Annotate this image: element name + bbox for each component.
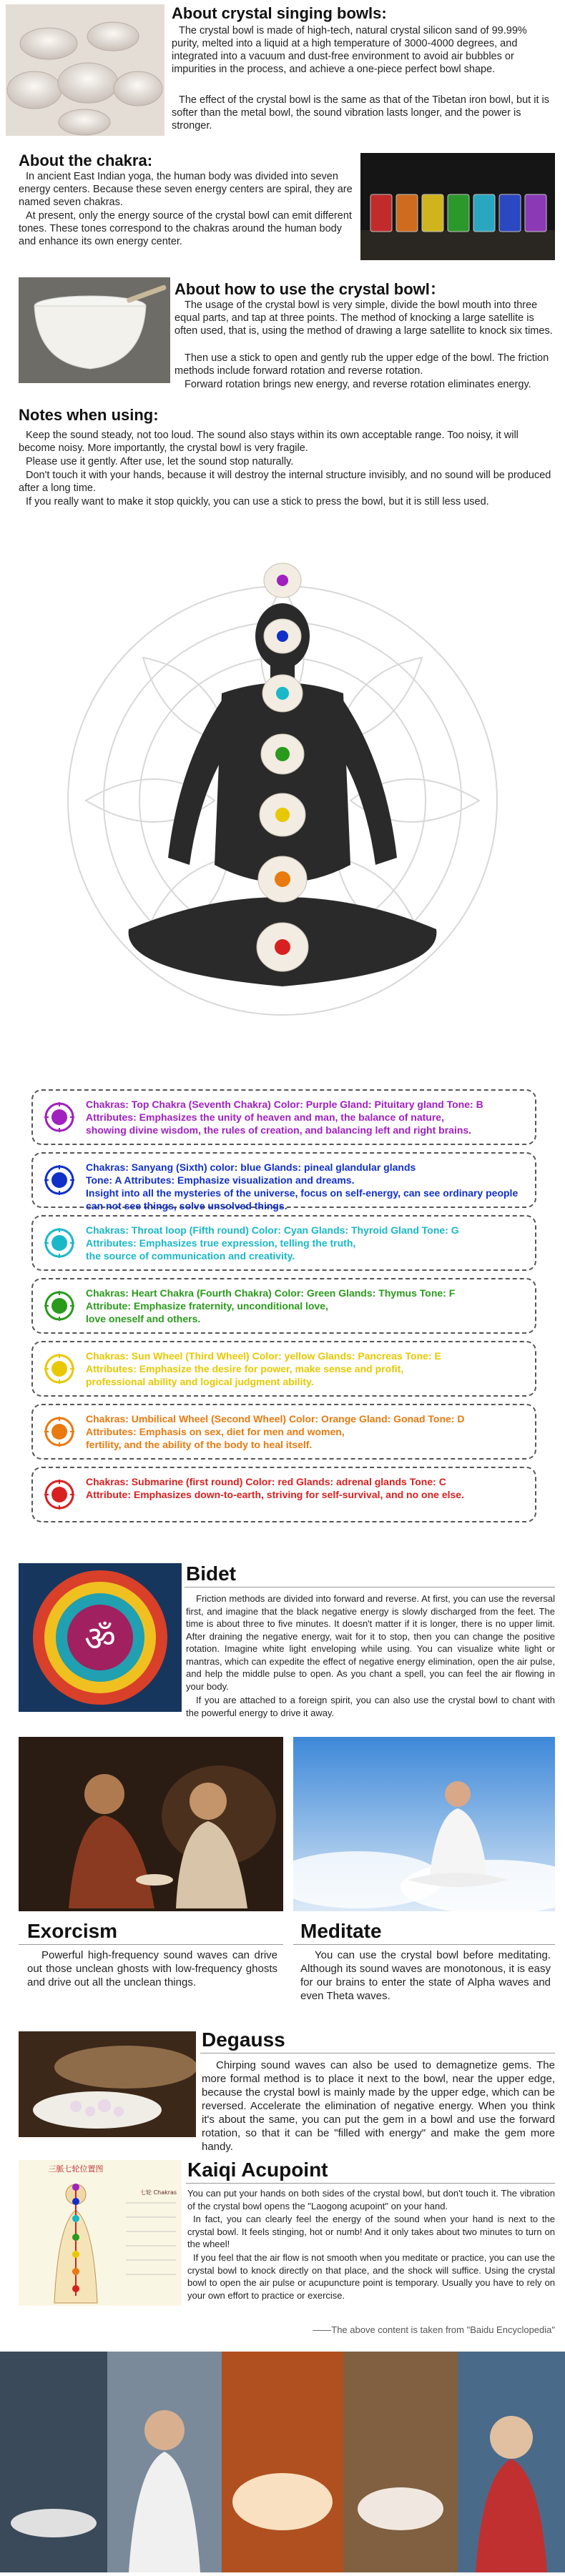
heart-chakra-icon: [44, 1291, 74, 1321]
chakra-item: [31, 1341, 536, 1397]
intro-title: About crystal singing bowls:: [172, 4, 387, 22]
bowl-with-stick-photo: [19, 277, 170, 383]
bidet-paragraph-2: If you are attached to a foreign spirit, you can also use the crystal bowl to chant with the powerful energy to drive it away.: [186, 1695, 555, 1718]
solar-plexus-chakra-icon: [44, 1354, 74, 1384]
chakra-line2: Attribute: Emphasizes down-to-earth, striving for self-survival, and no one else.: [86, 1489, 464, 1500]
chakra-line1: Chakras: Umbilical Wheel (Second Wheel) Color: Orange Gland: Gonad Tone: D: [86, 1413, 465, 1425]
crystal-bowls-photo: [6, 4, 164, 136]
kaiqi-divider: [186, 2183, 555, 2184]
meditate-paragraph: You can use the crystal bowl before meditating. Although its sound waves are monotonous, it is easy for our brains to enter the state of Alpha waves and even Theta waves.: [300, 1949, 551, 2002]
meditate-photo: [293, 1737, 555, 1911]
kaiqi-paragraph-2: In fact, you can clearly feel the energy of the sound when your hand is next to the crystal bowl. It feels stinging, hot or numb! And it only takes about two minutes to turn on the wheel!: [187, 2214, 555, 2249]
chakra-line1: Chakras: Sun Wheel (Third Wheel) Color: yellow Glands: Pancreas Tone: E: [86, 1350, 441, 1362]
degauss-paragraph: Chirping sound waves can also be used to demagnetize gems. The more formal method is to place it next to the bowl, near the upper edge, because the crystal bowl is mainly made by the upper edge, which can be reversed. Accelerate the elimination of negative energy. When you think it's about the same, you can put the gem in a bowl and use the forward rotation, so that it can be "filled with energy" and make the gem more handy.: [202, 2059, 555, 2153]
notes-paragraph-3: Don't touch it with your hands, because it will destroy the internal structure invisibly, and no sound will be produced after a long time.: [19, 470, 551, 494]
chakra-line1: Chakras: Top Chakra (Seventh Chakra) Color: Purple Gland: Pituitary gland Tone: B: [86, 1099, 483, 1110]
sacral-chakra-icon: [44, 1417, 74, 1447]
exorcism-paragraph: Powerful high-frequency sound waves can drive out those unclean ghosts with low-frequency ghosts and drive out all the unclean things.: [27, 1949, 277, 1988]
kaiqi-paragraph-1: You can put your hands on both sides of the crystal bowl, but don't touch it. The vibration of the crystal bowl opens the "Laogong acupoint" on your hand.: [187, 2188, 555, 2211]
chakra-line2: Attribute: Emphasize fraternity, unconditional love,: [86, 1300, 328, 1312]
intro-paragraph-2: The effect of the crystal bowl is the same as that of the Tibetan iron bowl, but it is softer than the metal bowl, the sound vibration lasts longer, and the power is stronger.: [172, 94, 549, 132]
chakra-line2: Tone: A Attributes: Emphasize visualization and dreams.: [86, 1174, 355, 1186]
chakra-diagram-image: [19, 2160, 182, 2306]
chakra-item: [31, 1278, 536, 1334]
notes-paragraph-1: Keep the sound steady, not too loud. The sound also stays within its own acceptable range. Too noisy, it will become noisy. More importantly, the crystal bowl is very fragile.: [19, 430, 519, 454]
exorcism-divider: [19, 1944, 283, 1945]
chakra-line1: Chakras: Sanyang (Sixth) color: blue Glands: pineal glandular glands: [86, 1161, 416, 1173]
chakra-item: [31, 1152, 536, 1212]
bottom-photo-strip: [0, 2352, 565, 2572]
third-eye-chakra-icon: [44, 1165, 74, 1195]
source-credit: ——The above content is taken from "Baidu Encyclopedia": [313, 2324, 555, 2335]
chakra-line3: showing divine wisdom, the rules of creation, and balancing left and right brains.: [86, 1124, 472, 1136]
chakra-line3: Insight into all the mysteries of the universe, focus on self-energy, can see ordinary people can not see things, solve unsolved things.: [86, 1187, 519, 1212]
chakra-line3: love oneself and others.: [86, 1313, 201, 1324]
chakra-line3: the source of communication and creativity.: [86, 1250, 295, 1262]
kaiqi-paragraph-3: If you feel that the air flow is not smooth when you meditate or practice, you can use the crystal bowl to knock directly on that place, and the shock will suffice. Using the crystal bowl to open the air pulse or acupuncture point is temporary. Usually you have to rely on your own effort to practice or exercise.: [187, 2252, 555, 2301]
chakra-line3: fertility, and the ability of the body to heal itself.: [86, 1439, 313, 1450]
bidet-paragraph-1: Friction methods are divided into forward and reverse. At first, you can use the reversal first, and imagine that the black negative energy is slowly discharged from the feet. The time is about three to five minutes. It doesn't matter if it is longer, there is no upper limit. After draining the negative energy, wait for it to stop, then you can change the positive rotation. Imagine white light enveloping while using. You can visualize white light or mantras, which can expedite the effect of negative energy elimination, open the air pulse, and help the middle pulse to open. As you chant a spell, you can feel the air flowing in your body.: [186, 1593, 555, 1692]
chakra-meditation-illustration: [43, 529, 522, 1086]
chakra-paragraph-1: In ancient East Indian yoga, the human body was divided into seven energy centers. Because these seven energy centers are spiral, they are named seven chakras.: [19, 171, 353, 208]
chakra-item: [31, 1404, 536, 1460]
notes-paragraph-2: Please use it gently. After use, let the sound stop naturally.: [26, 456, 294, 467]
om-mandala-image: [19, 1563, 182, 1712]
meditate-title: Meditate: [300, 1920, 382, 1942]
chakra-paragraph-2: At present, only the energy source of the crystal bowl can emit different tones. These tones correspond to the chakras around the human body and enhance its own energy center.: [19, 210, 352, 247]
usage-title: About how to use the crystal bowl：: [175, 280, 446, 298]
throat-chakra-icon: [44, 1228, 74, 1258]
chakra-line2: Attributes: Emphasizes the unity of heaven and man, the balance of nature,: [86, 1111, 444, 1123]
meditate-divider: [293, 1944, 555, 1945]
usage-paragraph-2: Then use a stick to open and gently rub the upper edge of the bowl. The friction methods include forward rotation and reverse rotation.: [175, 352, 549, 377]
usage-paragraph-3: Forward rotation brings new energy, and reverse rotation eliminates energy.: [185, 379, 531, 390]
usage-paragraph-1: The usage of the crystal bowl is very simple, divide the bowl mouth into three equal parts, and tap at three points. The method of knocking a large satellite is often used, that is, using the method of drawing a large satellite to knock six times.: [175, 299, 553, 337]
chakra-line2: Attributes: Emphasis on sex, diet for men and women,: [86, 1426, 345, 1437]
chakra-line1: Chakras: Submarine (first round) Color: red Glands: adrenal glands Tone: C: [86, 1476, 446, 1487]
notes-paragraph-4: If you really want to make it stop quickly, you can use a stick to press the bowl, but it is still less used.: [26, 496, 489, 507]
chakra-item: [31, 1467, 536, 1522]
chakra-line2: Attributes: Emphasizes true expression, telling the truth,: [86, 1237, 356, 1249]
diagram-title-text: 三脈七轮位置图: [48, 2164, 104, 2174]
bidet-title: Bidet: [186, 1562, 236, 1585]
chakra-title: About the chakra:: [19, 152, 153, 169]
root-chakra-icon: [44, 1480, 74, 1510]
chakra-line3: professional ability and logical judgment ability.: [86, 1376, 314, 1387]
exorcism-photo: [19, 1737, 283, 1911]
kaiqi-title: Kaiqi Acupoint: [187, 2159, 328, 2181]
svg-text:ॐ: ॐ: [84, 1619, 116, 1659]
degauss-title: Degauss: [202, 2028, 285, 2051]
degauss-photo: [19, 2031, 196, 2137]
chakra-item: [31, 1089, 536, 1145]
chakra-line1: Chakras: Heart Chakra (Fourth Chakra) Color: Green Glands: Thymus Tone: F: [86, 1287, 456, 1299]
exorcism-title: Exorcism: [27, 1920, 118, 1942]
diagram-label-text: 七轮 Chakras: [140, 2189, 177, 2196]
colored-bowls-photo: [360, 153, 555, 260]
chakra-line1: Chakras: Throat loop (Fifth round) Color: Cyan Glands: Thyroid Gland Tone: G: [86, 1224, 459, 1236]
chakra-item: [31, 1215, 536, 1271]
chakra-line2: Attributes: Emphasize the desire for power, make sense and profit,: [86, 1363, 404, 1374]
degauss-divider: [200, 2053, 555, 2054]
notes-title: Notes when using:: [19, 406, 159, 424]
intro-paragraph-1: The crystal bowl is made of high-tech, natural crystal silicon sand of 99.99% purity, melted into a liquid at a high temperature of 3000-4000 degrees, and integrated into a vacuum and dust-free environment to avoid air bubbles or impurities in the process, and achieve a one-piece perfect bowl shape.: [172, 25, 527, 75]
crown-chakra-icon: [44, 1102, 74, 1132]
